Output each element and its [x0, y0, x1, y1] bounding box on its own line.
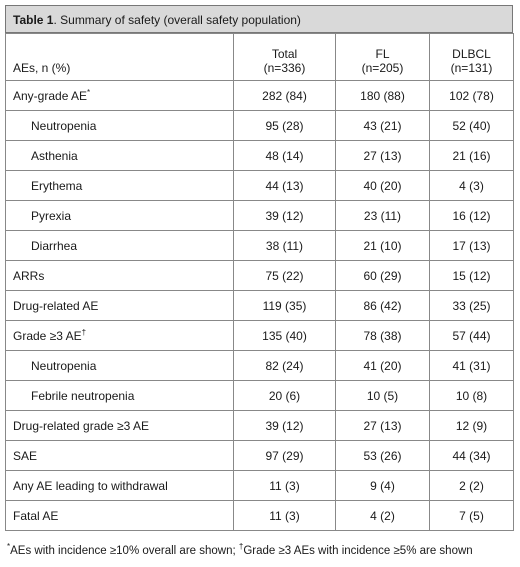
row-label: Any-grade AE* [6, 81, 234, 111]
row-label: Pyrexia [6, 201, 234, 231]
cell-total: 82 (24) [234, 351, 336, 381]
cell-fl: 78 (38) [336, 321, 430, 351]
cell-fl: 53 (26) [336, 441, 430, 471]
table-row [6, 411, 514, 441]
row-label: Any AE leading to withdrawal [6, 471, 234, 501]
safety-table-document [5, 5, 513, 557]
table-row [6, 141, 514, 171]
safety-table [5, 33, 514, 531]
cell-dlbcl: 10 (8) [430, 381, 514, 411]
cell-total: 97 (29) [234, 441, 336, 471]
table-row [6, 261, 514, 291]
cell-fl: 21 (10) [336, 231, 430, 261]
cell-dlbcl: 41 (31) [430, 351, 514, 381]
cell-total: 11 (3) [234, 471, 336, 501]
cell-dlbcl: 7 (5) [430, 501, 514, 531]
cell-fl: 60 (29) [336, 261, 430, 291]
row-label: Febrile neutropenia [6, 381, 234, 411]
cell-fl: 180 (88) [336, 81, 430, 111]
cell-total: 282 (84) [234, 81, 336, 111]
table-row [6, 381, 514, 411]
table-row [6, 171, 514, 201]
header-row-label: AEs, n (%) [6, 34, 234, 81]
cell-dlbcl: 15 (12) [430, 261, 514, 291]
cell-fl: 23 (11) [336, 201, 430, 231]
header-dlbcl: DLBCL (n=131) [430, 34, 514, 81]
cell-dlbcl: 12 (9) [430, 411, 514, 441]
cell-total: 95 (28) [234, 111, 336, 141]
table-row [6, 231, 514, 261]
table-row [6, 81, 514, 111]
cell-fl: 43 (21) [336, 111, 430, 141]
cell-dlbcl: 21 (16) [430, 141, 514, 171]
cell-fl: 9 (4) [336, 471, 430, 501]
cell-fl: 27 (13) [336, 141, 430, 171]
table-header-row [6, 34, 514, 81]
cell-total: 11 (3) [234, 501, 336, 531]
cell-dlbcl: 44 (34) [430, 441, 514, 471]
cell-dlbcl: 4 (3) [430, 171, 514, 201]
cell-dlbcl: 33 (25) [430, 291, 514, 321]
cell-dlbcl: 17 (13) [430, 231, 514, 261]
cell-fl: 40 (20) [336, 171, 430, 201]
row-label: ARRs [6, 261, 234, 291]
table-row [6, 441, 514, 471]
cell-fl: 86 (42) [336, 291, 430, 321]
table-row [6, 351, 514, 381]
table-row [6, 321, 514, 351]
cell-dlbcl: 102 (78) [430, 81, 514, 111]
row-label: Asthenia [6, 141, 234, 171]
cell-total: 39 (12) [234, 411, 336, 441]
table-row [6, 111, 514, 141]
row-label: Drug-related AE [6, 291, 234, 321]
cell-fl: 27 (13) [336, 411, 430, 441]
row-label: Drug-related grade ≥3 AE [6, 411, 234, 441]
row-label: Diarrhea [6, 231, 234, 261]
header-fl: FL (n=205) [336, 34, 430, 81]
row-label: Neutropenia [6, 111, 234, 141]
row-label: Neutropenia [6, 351, 234, 381]
table-row [6, 471, 514, 501]
row-label: SAE [6, 441, 234, 471]
cell-total: 75 (22) [234, 261, 336, 291]
table-caption-label: Table 1 [13, 13, 54, 27]
cell-total: 44 (13) [234, 171, 336, 201]
row-label: Erythema [6, 171, 234, 201]
table-caption [5, 5, 513, 33]
cell-fl: 10 (5) [336, 381, 430, 411]
table-footnote: *AEs with incidence ≥10% overall are shown; †Grade ≥3 AEs with incidence ≥5% are shown [7, 542, 473, 557]
header-total: Total (n=336) [234, 34, 336, 81]
cell-fl: 41 (20) [336, 351, 430, 381]
table-row [6, 291, 514, 321]
cell-total: 48 (14) [234, 141, 336, 171]
table-row [6, 501, 514, 531]
cell-dlbcl: 52 (40) [430, 111, 514, 141]
cell-dlbcl: 2 (2) [430, 471, 514, 501]
cell-total: 135 (40) [234, 321, 336, 351]
cell-dlbcl: 57 (44) [430, 321, 514, 351]
cell-dlbcl: 16 (12) [430, 201, 514, 231]
row-label: Grade ≥3 AE† [6, 321, 234, 351]
table-caption-text: . Summary of safety (overall safety population) [53, 13, 301, 27]
cell-total: 20 (6) [234, 381, 336, 411]
cell-total: 38 (11) [234, 231, 336, 261]
row-label: Fatal AE [6, 501, 234, 531]
table-row [6, 201, 514, 231]
cell-total: 39 (12) [234, 201, 336, 231]
cell-fl: 4 (2) [336, 501, 430, 531]
cell-total: 119 (35) [234, 291, 336, 321]
